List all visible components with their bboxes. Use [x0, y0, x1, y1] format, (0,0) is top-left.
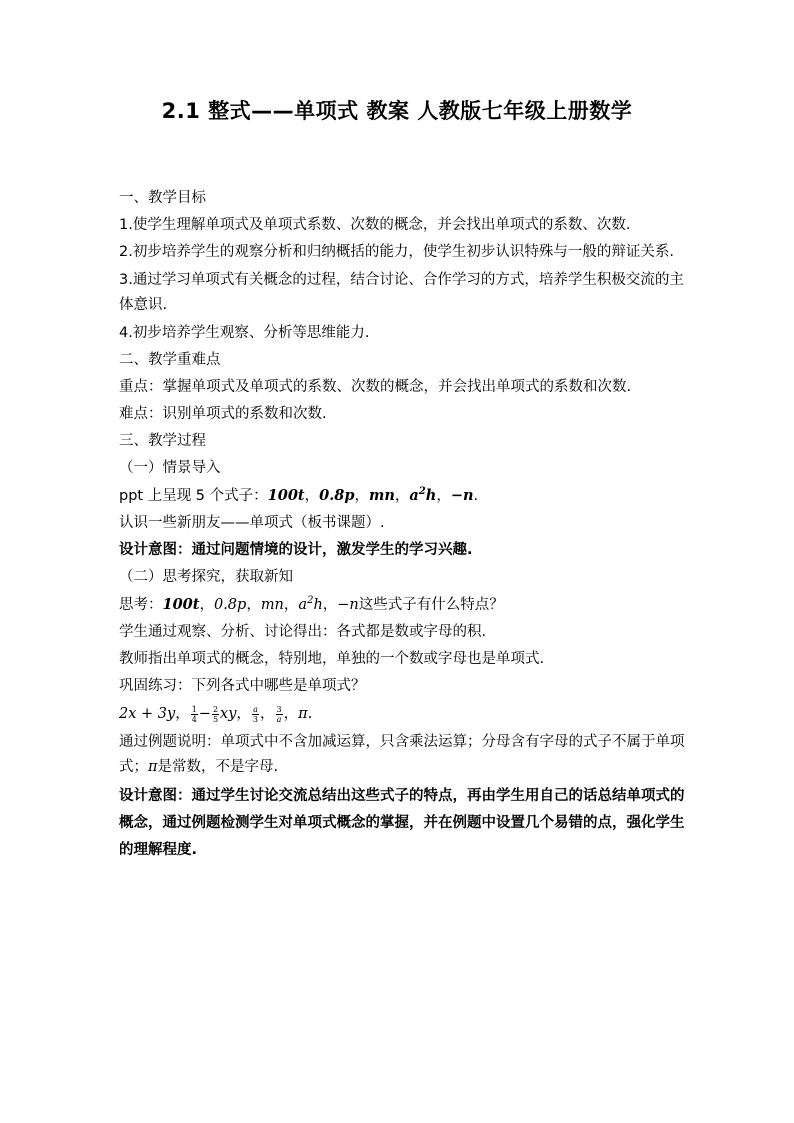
expr-a2h: $a^2h$ — [298, 595, 323, 613]
goal-1: 1.使学生理解单项式及单项式系数、次数的概念，并会找出单项式的系数、次数. — [119, 217, 631, 233]
expr-xy: xy — [220, 706, 237, 722]
expr-100t: 100t — [162, 596, 200, 613]
fraction-2-5: $\frac{2}{5}$ — [212, 704, 219, 724]
sep: ， — [394, 488, 410, 504]
exercise-expressions: 2x + 3y， $\frac{1}{4}$ − $\frac{2}{5}$ xy， $\frac{a}{3}$ ， $\frac{3}{a}$ ，π. — [119, 704, 313, 724]
goal-2: 2.初步培养学生的观察分析和归纳概括的能力，使学生初步认识特殊与一般的辩证关系. — [119, 244, 674, 260]
goal-4: 4.初步培养学生观察、分析等思维能力. — [119, 325, 370, 341]
design-intent-1: 设计意图：通过问题情境的设计，激发学生的学习兴趣. — [119, 542, 473, 558]
sep: ， — [436, 488, 451, 504]
expr-mn: mn — [260, 597, 284, 613]
explain-line: 通过例题说明：单项式中不含加减运算，只含乘法运算；分母含有字母的式子不属于单项式；π是常数，不是字母. — [119, 734, 685, 775]
subsection-heading-intro: （一）情景导入 — [119, 460, 221, 476]
think-prefix: 思考： — [119, 597, 163, 613]
design-intent-2: 设计意图：通过学生讨论交流总结出这些式子的特点，再由学生用自己的话总结单项式的概念，通过例题检测学生对单项式概念的掌握，并在例题中设置几个易错的点，强化学生的理解程度. — [119, 788, 685, 858]
section-heading-process: 三、教学过程 — [119, 433, 206, 449]
fraction-a-3: $\frac{a}{3}$ — [252, 704, 258, 724]
minus-sign: − — [198, 706, 211, 722]
expr-100t: 100t — [267, 487, 305, 504]
think-line: 思考：100t，0.8p，mn，$a^2h$，−n这些式子有什么特点？ — [119, 595, 504, 613]
page-title: 2.1 整式——单项式 教案 人教版七年级上册数学 — [161, 99, 633, 123]
practice-line: 巩固练习：下列各式中哪些是单项式？ — [119, 678, 366, 694]
document-body — [119, 186, 689, 866]
fraction-1-4: $\frac{1}{4}$ — [191, 704, 197, 724]
expr-2x-3y: 2x + 3y — [119, 706, 176, 722]
expr-neg-n: −n — [450, 487, 474, 504]
key-point: 重点：掌握单项式及单项式的系数、次数的概念，并会找出单项式的系数和次数. — [119, 379, 632, 395]
sep: ， — [304, 488, 320, 504]
pi-symbol: π — [148, 759, 158, 775]
fraction-3-a: $\frac{3}{a}$ — [276, 704, 282, 724]
expr-neg-n: −n — [337, 597, 359, 613]
difficult-point: 难点：识别单项式的系数和次数. — [119, 406, 327, 422]
teacher-line: 教师指出单项式的概念，特别地，单独的一个数或字母也是单项式. — [119, 651, 545, 667]
ppt-prefix: ppt 上呈现 5 个式子： — [119, 488, 268, 504]
expr-a2h: $a^2h$ — [409, 486, 437, 504]
sep: ， — [354, 488, 369, 504]
observe-line: 学生通过观察、分析、讨论得出：各式都是数或字母的积. — [119, 624, 487, 640]
expr-08p: 0.8p — [319, 487, 355, 504]
expr-pi: π. — [298, 706, 313, 722]
ppt-expressions-line — [119, 483, 689, 509]
intro-line: 认识一些新朋友——单项式（板书课题）. — [119, 515, 385, 531]
end: . — [473, 488, 479, 504]
think-suffix: 这些式子有什么特点？ — [358, 597, 504, 613]
goal-3: 3.通过学习单项式有关概念的过程，结合讨论、合作学习的方式，培养学生积极交流的主体意识. — [119, 272, 684, 313]
expr-08p: 0.8p — [213, 597, 247, 613]
section-heading-keypoints: 二、教学重难点 — [119, 352, 221, 368]
subsection-heading-explore: （二）思考探究，获取新知 — [119, 569, 293, 585]
expr-mn: mn — [369, 487, 395, 504]
section-heading-goals: 一、教学目标 — [119, 190, 206, 206]
